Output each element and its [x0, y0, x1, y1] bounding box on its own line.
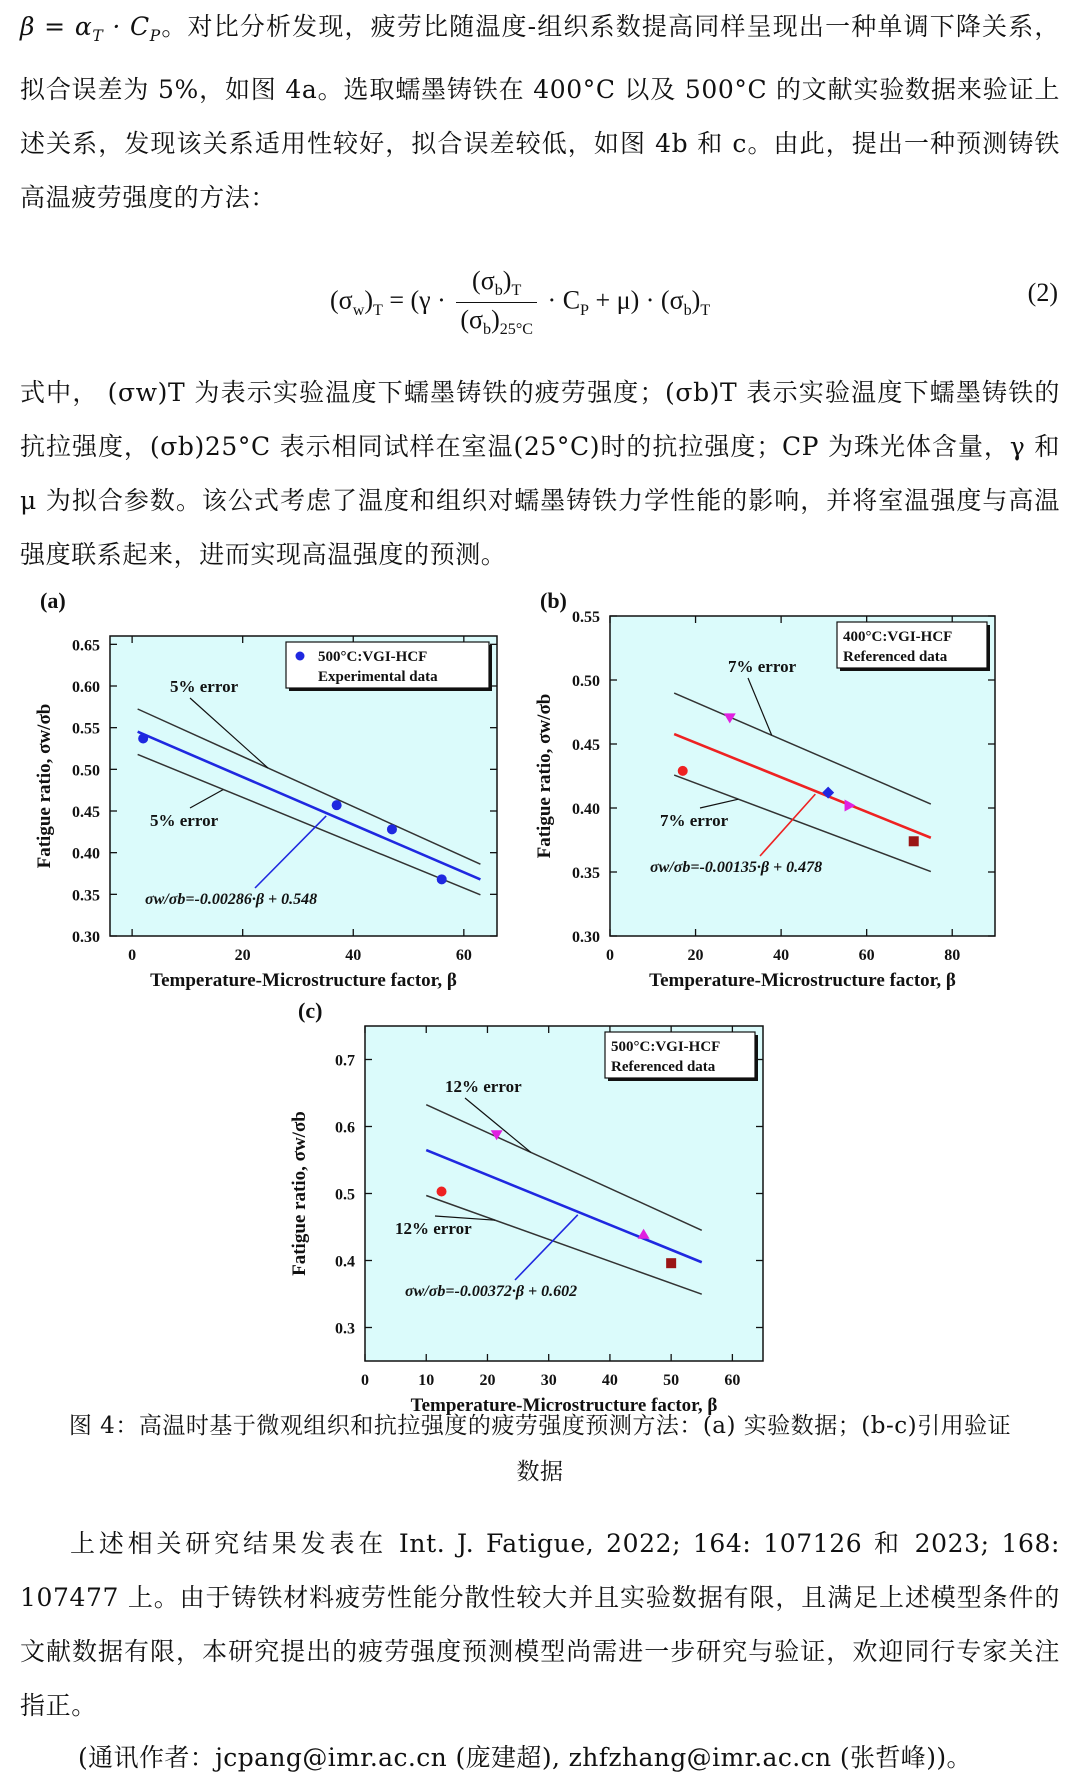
x-tick-label: 10	[418, 1372, 435, 1389]
formula-expression: $(\sigma_w)_T = (\gamma$ · $\frac{(\sigma_b)_T}{(\sigma_b)_{25^\circ C}}$ · $C_P + \mu) \cdot (\sigma_b)_T$	[330, 266, 711, 339]
y-tick-label: 0.7	[335, 1052, 355, 1070]
y-axis-label: Fatigue ratio, σw/σb	[34, 703, 55, 869]
figure-caption: 图 4：高温时基于微观组织和抗拉强度的疲劳强度预测方法：(a) 实验数据；(b-c)引用验证数据	[68, 1413, 1012, 1485]
x-tick-label: 60	[455, 947, 472, 964]
upper-error-label: 5% error	[170, 677, 239, 696]
figure-4	[0, 580, 1080, 1416]
x-tick-label: 60	[724, 1372, 741, 1389]
legend-subtitle: Experimental data	[318, 669, 438, 685]
formula-2	[0, 252, 1080, 342]
paragraph-2-body: 式中， (σw)T 为表示实验温度下蠕墨铸铁的疲劳强度；(σb)T 表示实验温度下蠕墨铸铁的抗拉强度，(σb)25°C 表示相同试样在室温(25°C)时的抗拉强度；CP 为珠光体含量，γ 和 μ 为拟合参数。该公式考虑了温度和组织对蠕墨铸铁力学性能的影响，并将室温强度与高温强度联系起来，进而实现高温强度的预测。	[20, 378, 1060, 569]
y-tick-label: 0.35	[72, 887, 100, 905]
x-tick-label: 0	[606, 947, 614, 964]
data-point	[666, 1258, 676, 1268]
formula-fraction: $\frac{(\sigma_b)_T}{(\sigma_b)_{25^\circ C}}$	[456, 266, 537, 339]
upper-error-label: 12% error	[445, 1077, 522, 1096]
y-tick-label: 0.55	[572, 609, 600, 626]
lower-error-label: 12% error	[395, 1219, 472, 1238]
beta-definition: $\beta = \alpha_T \cdot C_P$	[20, 12, 161, 45]
corresponding-authors: (通讯作者：jcpang@imr.ac.cn (庞建超), zhfzhang@imr.ac.cn (张哲峰))。	[78, 1743, 972, 1772]
x-axis-label: Temperature-Microstructure factor, β	[410, 1395, 718, 1416]
data-point	[332, 800, 342, 810]
lower-error-label: 7% error	[660, 811, 729, 830]
chart-panel-a	[34, 588, 497, 991]
paragraph-1	[20, 0, 1060, 225]
legend-subtitle: Referenced data	[611, 1059, 716, 1075]
paragraph-2	[20, 366, 1060, 582]
paragraph-3-body: 上述相关研究结果发表在 Int. J. Fatigue, 2022; 164: 107126 和 2023; 168: 107477 上。由于铸铁材料疲劳性能分散性较大并且实验数据有限，且满足上述模型条件的文献数据有限，本研究提出的疲劳强度预测模型尚需进一步研究与验证，欢迎同行专家关注指正。	[20, 1529, 1060, 1720]
legend-subtitle: Referenced data	[843, 649, 948, 665]
y-axis-label: Fatigue ratio, σw/σb	[289, 1111, 310, 1276]
upper-error-label: 7% error	[728, 657, 797, 676]
y-tick-label: 0.40	[72, 845, 100, 863]
legend-marker	[296, 652, 305, 661]
x-tick-label: 0	[361, 1372, 369, 1389]
data-point	[437, 874, 447, 884]
panel-label: (a)	[40, 588, 66, 613]
data-point	[138, 734, 148, 744]
y-tick-label: 0.35	[572, 865, 600, 882]
x-tick-label: 30	[540, 1372, 557, 1389]
panel-label: (c)	[298, 998, 323, 1023]
formula-number: (2)	[1027, 278, 1058, 307]
y-axis-label: Fatigue ratio, σw/σb	[534, 693, 555, 859]
paragraph-1-body: 。对比分析发现，疲劳比随温度-组织系数提高同样呈现出一种单调下降关系，拟合误差为 5%，如图 4a。选取蠕墨铸铁在 400°C 以及 500°C 的文献实验数据来验证上述关系，发现该关系适用性较好，拟合误差较低，如图 4b 和 c。由此，提出一种预测铸铁高温疲劳强度的方法：	[20, 12, 1060, 212]
x-tick-label: 40	[345, 947, 362, 964]
x-tick-label: 40	[601, 1372, 618, 1389]
data-point	[387, 824, 397, 834]
legend-title: 500°C:VGI-HCF	[611, 1039, 721, 1055]
data-point	[678, 766, 688, 776]
x-tick-label: 40	[773, 947, 790, 964]
legend-title: 500°C:VGI-HCF	[318, 649, 428, 665]
x-tick-label: 20	[234, 947, 251, 964]
y-tick-label: 0.30	[572, 929, 600, 946]
panel-label: (b)	[540, 588, 567, 613]
x-tick-label: 50	[663, 1372, 680, 1389]
y-tick-label: 0.30	[72, 929, 100, 946]
y-tick-label: 0.55	[72, 720, 100, 738]
fit-equation: σw/σb=-0.00135·β + 0.478	[650, 859, 823, 876]
x-tick-label: 80	[944, 947, 961, 964]
fit-equation: σw/σb=-0.00286·β + 0.548	[145, 891, 318, 908]
x-axis-label: Temperature-Microstructure factor, β	[150, 970, 457, 991]
data-point	[909, 836, 919, 846]
y-tick-label: 0.5	[335, 1186, 355, 1204]
legend-title: 400°C:VGI-HCF	[843, 629, 953, 645]
y-tick-label: 0.40	[572, 801, 600, 818]
y-tick-label: 0.6	[335, 1119, 355, 1137]
y-tick-label: 0.50	[572, 673, 600, 690]
y-tick-label: 0.50	[72, 762, 100, 780]
y-tick-label: 0.60	[72, 679, 100, 696]
chart-panel-b	[534, 588, 995, 991]
data-point	[437, 1186, 447, 1196]
paragraph-3	[20, 1517, 1060, 1733]
fit-equation: σw/σb=-0.00372·β + 0.602	[405, 1283, 578, 1300]
x-tick-label: 20	[479, 1372, 496, 1389]
y-tick-label: 0.3	[335, 1320, 355, 1338]
y-tick-label: 0.65	[72, 637, 100, 655]
x-tick-label: 0	[128, 947, 137, 964]
lower-error-label: 5% error	[150, 811, 219, 830]
y-tick-label: 0.4	[335, 1253, 355, 1271]
x-tick-label: 60	[858, 947, 875, 964]
y-tick-label: 0.45	[72, 804, 100, 821]
y-tick-label: 0.45	[572, 737, 600, 754]
x-tick-label: 20	[687, 947, 704, 964]
chart-panel-c	[289, 998, 763, 1416]
x-axis-label: Temperature-Microstructure factor, β	[649, 970, 956, 991]
